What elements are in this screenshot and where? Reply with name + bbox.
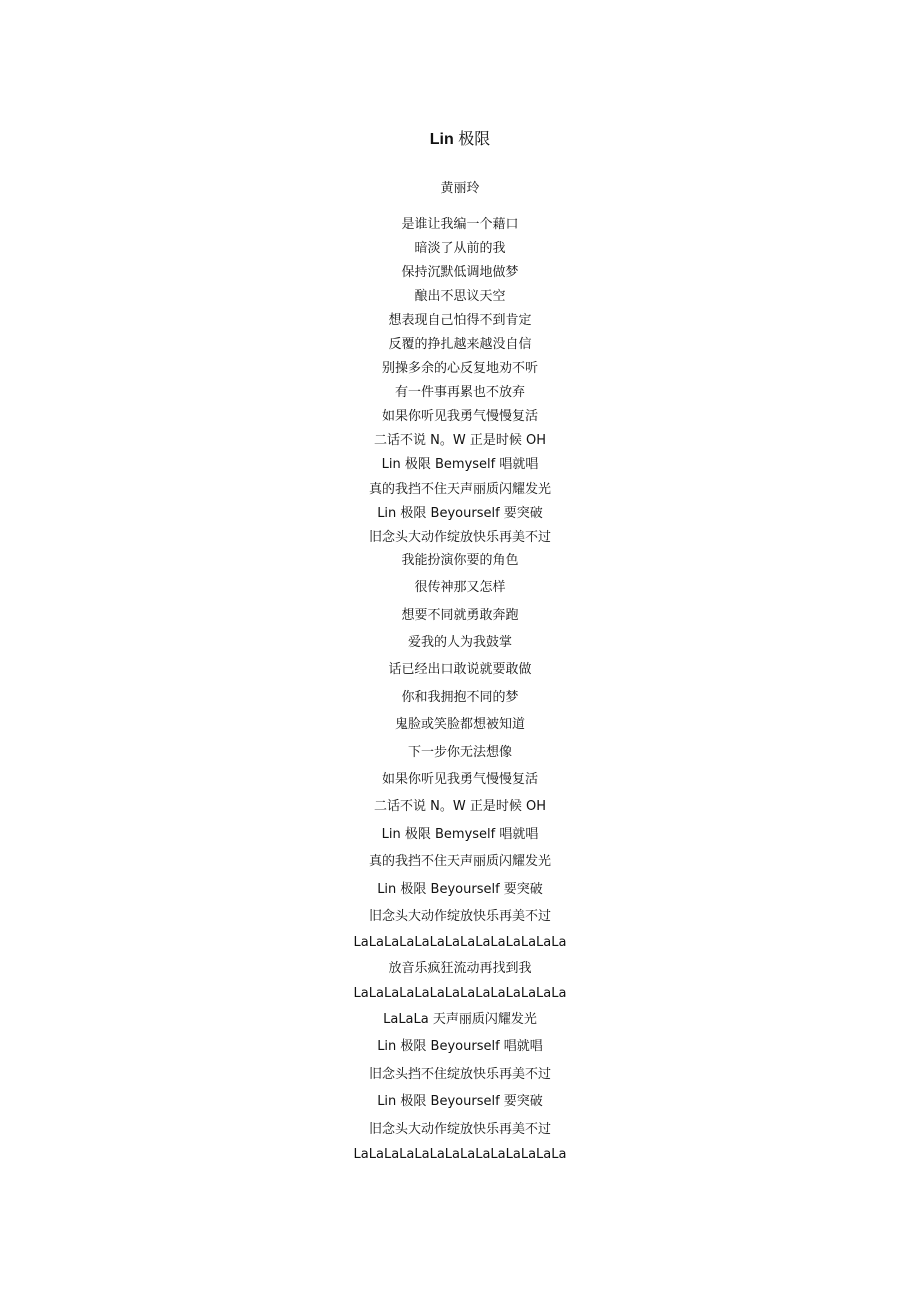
lyric-line: Lin 极限 Bemyself 唱就唱 [381,827,539,842]
lyric-line: 鬼脸或笑脸都想被知道 [394,717,525,732]
lyric-line: LaLaLaLaLaLaLaLaLaLaLaLaLaLa [353,935,567,950]
lyric-line: 有一件事再累也不放弃 [394,385,525,400]
lyric-line: 想表现自己怕得不到肯定 [388,313,532,328]
lyric-line: 如果你听见我勇气慢慢复活 [381,772,538,787]
lyric-line: LaLaLaLaLaLaLaLaLaLaLaLaLaLa [353,986,567,1001]
lyric-line: Lin 极限 Beyourself 唱就唱 [377,1039,543,1054]
lyric-line: LaLaLaLaLaLaLaLaLaLaLaLaLaLa [353,1147,567,1162]
lyric-line: 真的我挡不住天声丽质闪耀发光 [368,854,551,869]
lyric-line: 二话不说 N。W 正是时候 OH [374,799,546,814]
lyric-line: LaLaLa 天声丽质闪耀发光 [383,1012,537,1027]
lyric-line: 旧念头大动作绽放快乐再美不过 [368,909,551,924]
lyric-line: 暗淡了从前的我 [414,241,506,256]
lyric-line: Lin 极限 Beyourself 要突破 [377,506,543,521]
lyric-line: 爱我的人为我鼓掌 [407,635,512,650]
lyric-line: 别操多余的心反复地劝不听 [381,361,538,376]
lyric-line: Lin 极限 Beyourself 要突破 [377,1094,543,1109]
song-title-chinese: 极限 [458,131,491,148]
lyric-line: 你和我拥抱不同的梦 [401,690,519,705]
lyric-line: 保持沉默低调地做梦 [401,265,519,280]
lyric-line: 真的我挡不住天声丽质闪耀发光 [368,482,551,497]
artist-name: 黄丽玲 [440,181,480,196]
lyric-line: 下一步你无法想像 [407,745,512,760]
lyric-line: 想要不同就勇敢奔跑 [401,608,519,623]
lyric-line: 我能扮演你要的角色 [401,553,519,568]
lyric-line: 是谁让我编一个藉口 [401,217,519,232]
lyric-line: 二话不说 N。W 正是时候 OH [374,433,546,448]
lyric-line: 旧念头挡不住绽放快乐再美不过 [368,1067,551,1082]
lyric-line: Lin 极限 Bemyself 唱就唱 [381,457,539,472]
lyric-line: 旧念头大动作绽放快乐再美不过 [368,530,551,545]
lyric-line: 反覆的挣扎越来越没自信 [388,337,532,352]
lyric-line: 旧念头大动作绽放快乐再美不过 [368,1122,551,1137]
lyric-line: 话已经出口敢说就要敢做 [388,662,532,677]
lyric-line: 放音乐疯狂流动再找到我 [388,961,532,976]
lyric-line: 很传神那又怎样 [414,580,506,595]
lyric-line: Lin 极限 Beyourself 要突破 [377,882,543,897]
lyric-line: 酿出不思议天空 [414,289,506,304]
song-title-latin: Lin [429,131,454,148]
lyric-line: 如果你听见我勇气慢慢复活 [381,409,538,424]
